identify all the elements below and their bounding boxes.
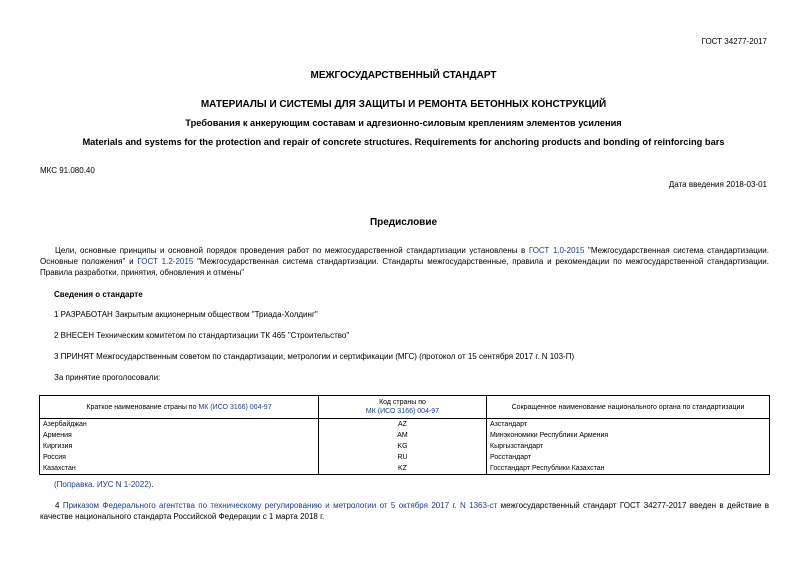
foreword-heading: Предисловие <box>369 217 438 228</box>
country-cell: Россия <box>40 452 319 463</box>
body-cell: Росстандарт <box>487 452 770 463</box>
order-text: межгосударственный стандарт ГОСТ 34277-2017 введен в действие в качестве национального стандарта Российской Федерации с 1 марта 2018 г. <box>40 501 769 521</box>
country-cell: Киргизия <box>40 441 319 452</box>
code-cell: AM <box>319 430 487 441</box>
standard-type-heading: МЕЖГОСУДАРСТВЕННЫЙ СТАНДАРТ <box>310 70 497 81</box>
order-prefix: 4 <box>55 501 63 510</box>
order-link[interactable]: Приказом Федерального агентства по техническому регулированию и метрологии от 5 октября 2017 г. N 1363-ст <box>62 501 498 510</box>
header-country-name <box>40 396 319 419</box>
body-cell: Кыргызстандарт <box>487 441 770 452</box>
header-country-code <box>319 396 487 419</box>
amendment-suffix: . <box>151 480 154 489</box>
mks-code: МКС 91.080.40 <box>40 166 95 175</box>
paragraph-text: Цели, основные принципы и основной порядок проведения работ по межгосударственной стандартизации установлены в <box>55 246 529 255</box>
code-cell: AZ <box>319 419 487 431</box>
header-text: Краткое наименование страны по <box>86 403 199 411</box>
code-cell: RU <box>319 452 487 463</box>
mk-iso-3166-link[interactable]: МК (ИСО 3166) 004-97 <box>198 403 272 411</box>
voted-label: За принятие проголосовали: <box>54 373 161 382</box>
order-item <box>40 500 769 522</box>
intro-date: Дата введения 2018-03-01 <box>668 180 767 189</box>
document-title-english: Materials and systems for the protection and repair of concrete structures. Requirements for anchoring products and bonding of reinforcing bars <box>82 137 725 147</box>
table-row <box>40 419 770 431</box>
document-title: МАТЕРИАЛЫ И СИСТЕМЫ ДЛЯ ЗАЩИТЫ И РЕМОНТА БЕТОННЫХ КОНСТРУКЦИЙ <box>200 99 607 110</box>
mk-iso-3166-link[interactable]: МК (ИСО 3166) 004-97 <box>365 408 440 415</box>
code-cell: KG <box>319 441 487 452</box>
code-cell: KZ <box>319 463 487 475</box>
voting-countries-table <box>39 395 770 475</box>
body-cell: Азстандарт <box>487 419 770 431</box>
introduced-item: 2 ВНЕСЕН Техническим комитетом по стандартизации ТК 465 "Строительство" <box>54 331 350 340</box>
foreword-paragraph <box>40 245 769 278</box>
gost-1-0-2015-link[interactable]: ГОСТ 1.0-2015 <box>528 246 585 255</box>
body-cell: Минэкономики Республики Армения <box>487 430 770 441</box>
table-row <box>40 452 770 463</box>
body-cell: Госстандарт Республики Казахстан <box>487 463 770 475</box>
amendment-note <box>54 480 154 489</box>
table-row <box>40 441 770 452</box>
paragraph-text: "Межгосударственная система стандартизации. Стандарты межгосударственные, правила и рекомендации по межгосударственной стандартизации. Правила разработки, принятия, обновления и отмены" <box>40 257 769 277</box>
country-cell: Казахстан <box>40 463 319 475</box>
table-header-row <box>40 396 770 419</box>
gost-1-2-2015-link[interactable]: ГОСТ 1.2-2015 <box>137 257 194 266</box>
amendment-link[interactable]: (Поправка. ИУС N 1-2022) <box>54 480 152 489</box>
adopted-item: 3 ПРИНЯТ Межгосударственным советом по стандартизации, метрологии и сертификации (МГС) (протокол от 15 сентября 2017 г. N 103-П) <box>54 352 575 361</box>
country-cell: Азербайджан <box>40 419 319 431</box>
country-cell: Армения <box>40 430 319 441</box>
document-code: ГОСТ 34277-2017 <box>701 37 767 46</box>
header-text: Код страны по <box>379 399 426 406</box>
developer-item: 1 РАЗРАБОТАН Закрытым акционерным обществом "Триада-Холдинг" <box>54 310 318 319</box>
table-row <box>40 463 770 475</box>
paragraph-text: "Межгосударственная система стандартизации. Основные положения" и <box>40 246 769 266</box>
header-standards-body: Сокращенное наименование национального органа по стандартизации <box>487 396 770 419</box>
about-standard-heading: Сведения о стандарте <box>54 290 143 299</box>
document-subtitle: Требования к анкерующим составам и адгезионно-силовым креплениям элементов усиления <box>185 118 622 128</box>
table-row <box>40 430 770 441</box>
